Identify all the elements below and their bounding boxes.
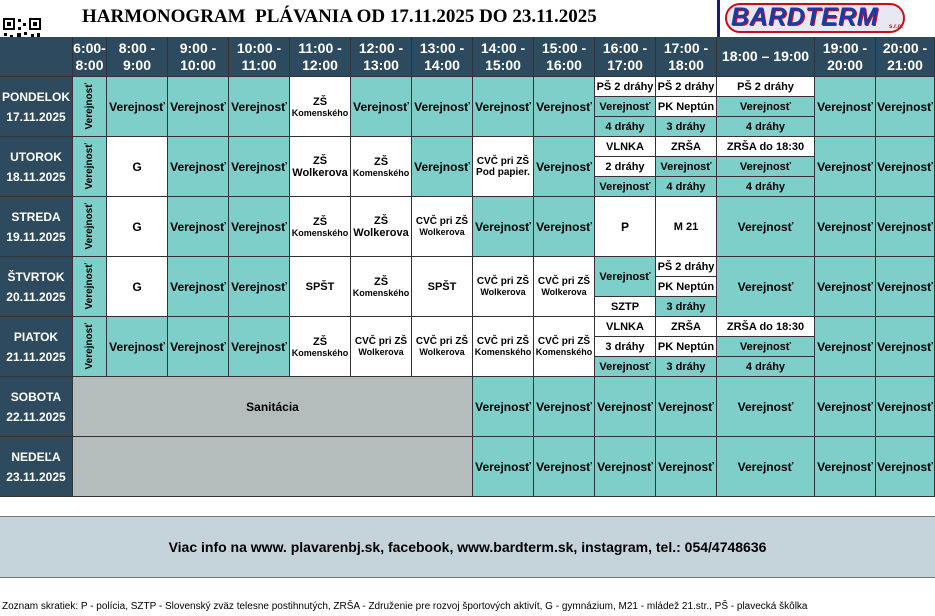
day-label: ŠTVRTOK 20.11.2025 (0, 257, 73, 317)
slot-cell: G (107, 197, 168, 257)
slot-cell: Verejnosť (534, 77, 595, 137)
slot-cell: Verejnosť (876, 317, 935, 377)
time-header: 15:00 - 16:00 (534, 37, 595, 77)
slot-cell: CVČ pri ZŠ Wolkerova (412, 197, 473, 257)
slot-cell: Verejnosť (717, 197, 815, 257)
slot-cell: Verejnosť (815, 137, 876, 197)
slot-cell: Verejnosť (473, 377, 534, 437)
slot-cell: Verejnosť (717, 377, 815, 437)
day-label: NEDEĽA 23.11.2025 (0, 437, 73, 497)
slot-cell: Verejnosť (168, 77, 229, 137)
closed-block (73, 437, 473, 497)
slot-cell: ZŠ Komenského (351, 257, 412, 317)
time-header: 10:00 - 11:00 (229, 37, 290, 77)
time-header: 9:00 - 10:00 (168, 37, 229, 77)
time-header: 16:00 - 17:00 (595, 37, 656, 77)
slot-cell: Verejnosť (595, 97, 656, 117)
slot-cell: ZRŠA do 18:30 (717, 317, 815, 337)
slot-cell: Verejnosť (107, 317, 168, 377)
slot-cell: Verejnosť (815, 317, 876, 377)
slot-cell: ZŠ Komenského (290, 317, 351, 377)
slot-cell: Verejnosť (656, 377, 717, 437)
slot-cell: Verejnosť (595, 177, 656, 197)
day-label: PIATOK 21.11.2025 (0, 317, 73, 377)
slot-cell: 3 dráhy (595, 337, 656, 357)
day-label: STREDA 19.11.2025 (0, 197, 73, 257)
slot-cell: Verejnosť (656, 437, 717, 497)
slot-cell: ZŠ Wolkerova (290, 137, 351, 197)
slot-cell: PK Neptún (656, 97, 717, 117)
slot-cell: Verejnosť (534, 377, 595, 437)
slot-cell: Verejnosť (73, 257, 107, 317)
slot-cell: 3 dráhy (656, 297, 717, 317)
slot-cell: Verejnosť (595, 257, 656, 297)
slot-cell: P (595, 197, 656, 257)
time-header: 14:00 - 15:00 (473, 37, 534, 77)
slot-cell: PŠ 2 dráhy (717, 77, 815, 97)
slot-cell: Verejnosť (815, 257, 876, 317)
slot-cell: Verejnosť (534, 197, 595, 257)
time-header: 11:00 - 12:00 (290, 37, 351, 77)
slot-cell: CVČ pri ZŠ Wolkerova (473, 257, 534, 317)
slot-cell: Verejnosť (656, 157, 717, 177)
slot-cell: CVČ pri ZŠ Wolkerova (412, 317, 473, 377)
slot-cell: Verejnosť (815, 197, 876, 257)
slot-cell: Verejnosť (107, 77, 168, 137)
page-title: HARMONOGRAM PLÁVANIA OD 17.11.2025 DO 23.11.2025 (82, 6, 597, 27)
slot-cell: Verejnosť (876, 377, 935, 437)
day-label: PONDELOK 17.11.2025 (0, 77, 73, 137)
slot-cell: M 21 (656, 197, 717, 257)
slot-cell: VLNKA (595, 317, 656, 337)
slot-cell: 4 dráhy (717, 177, 815, 197)
slot-cell: Verejnosť (876, 437, 935, 497)
slot-cell: PŠ 2 dráhy (656, 77, 717, 97)
slot-cell: PK Neptún (656, 337, 717, 357)
slot-cell: Verejnosť (815, 77, 876, 137)
slot-cell: Verejnosť (229, 317, 290, 377)
slot-cell: CVČ pri ZŠ Wolkerova (351, 317, 412, 377)
slot-cell: ZRŠA (656, 317, 717, 337)
slot-cell: ZŠ Komenského (290, 77, 351, 137)
slot-cell: PŠ 2 dráhy (595, 77, 656, 97)
slot-cell: Verejnosť (412, 137, 473, 197)
slot-cell: Verejnosť (229, 197, 290, 257)
slot-cell: Verejnosť (73, 317, 107, 377)
sanitation-block: Sanitácia (73, 377, 473, 437)
slot-cell: VLNKA (595, 137, 656, 157)
time-header: 8:00 - 9:00 (107, 37, 168, 77)
slot-cell: 2 dráhy (595, 157, 656, 177)
slot-cell: Verejnosť (168, 137, 229, 197)
slot-cell: Verejnosť (229, 77, 290, 137)
slot-cell: G (107, 137, 168, 197)
slot-cell: Verejnosť (351, 77, 412, 137)
slot-cell: ZRŠA do 18:30 (717, 137, 815, 157)
slot-cell: Verejnosť (229, 137, 290, 197)
slot-cell: SPŠT (412, 257, 473, 317)
time-header: 17:00 - 18:00 (656, 37, 717, 77)
slot-cell: Verejnosť (717, 97, 815, 117)
slot-cell: 4 dráhy (717, 357, 815, 377)
slot-cell: CVČ pri ZŠ Komenského (534, 317, 595, 377)
slot-cell: Verejnosť (168, 317, 229, 377)
slot-cell: Verejnosť (717, 437, 815, 497)
slot-cell: 4 dráhy (717, 117, 815, 137)
slot-cell: 4 dráhy (656, 177, 717, 197)
slot-cell: ZŠ Wolkerova (351, 197, 412, 257)
slot-cell: Verejnosť (876, 137, 935, 197)
slot-cell: SZTP (595, 297, 656, 317)
slot-cell: ZŠ Komenského (351, 137, 412, 197)
slot-cell: CVČ pri ZŠ Komenského (473, 317, 534, 377)
time-header: 18:00 – 19:00 (717, 37, 815, 77)
day-label: UTOROK 18.11.2025 (0, 137, 73, 197)
slot-cell: Verejnosť (168, 257, 229, 317)
slot-cell: G (107, 257, 168, 317)
slot-cell: Verejnosť (717, 157, 815, 177)
abbreviation-legend: Zoznam skratiek: P - polícia, SZTP - Slovenský zväz telesne postihnutých, ZRŠA - Združenie pre rozvoj športových aktivít, G - gymnázium, M21 - mládež 21.str., PŠ - plavecká škôlka (2, 601, 808, 612)
slot-cell: Verejnosť (876, 257, 935, 317)
slot-cell: Verejnosť (595, 437, 656, 497)
slot-cell: Verejnosť (473, 197, 534, 257)
slot-cell: Verejnosť (815, 437, 876, 497)
slot-cell: ZRŠA (656, 137, 717, 157)
bardterm-logo: BARDTERM s.r.o. (717, 0, 935, 38)
slot-cell: Verejnosť (534, 437, 595, 497)
day-label: SOBOTA 22.11.2025 (0, 377, 73, 437)
slot-cell: 3 dráhy (656, 357, 717, 377)
slot-cell: Verejnosť (815, 377, 876, 437)
time-header: 20:00 - 21:00 (876, 37, 935, 77)
contact-info: Viac info na www. plavarenbj.sk, facebook, www.bardterm.sk, instagram, tel.: 054/4748636 (0, 516, 935, 578)
slot-cell: PŠ 2 dráhy (656, 257, 717, 277)
slot-cell: Verejnosť (534, 137, 595, 197)
slot-cell: Verejnosť (412, 77, 473, 137)
slot-cell: Verejnosť (229, 257, 290, 317)
time-header: 19:00 - 20:00 (815, 37, 876, 77)
slot-cell: Verejnosť (473, 437, 534, 497)
slot-cell: ZŠ Komenského (290, 197, 351, 257)
slot-cell: 4 dráhy (595, 117, 656, 137)
slot-cell: Verejnosť (73, 197, 107, 257)
slot-cell: Verejnosť (168, 197, 229, 257)
slot-cell: 3 dráhy (656, 117, 717, 137)
slot-cell: PK Neptún (656, 277, 717, 297)
header-corner (0, 37, 73, 77)
time-header: 6:00- 8:00 (73, 37, 107, 77)
slot-cell: Verejnosť (73, 137, 107, 197)
slot-cell: SPŠT (290, 257, 351, 317)
slot-cell: CVČ pri ZŠ Wolkerova (534, 257, 595, 317)
time-header: 13:00 - 14:00 (412, 37, 473, 77)
slot-cell: CVČ pri ZŠ Pod papier. (473, 137, 534, 197)
slot-cell: Verejnosť (473, 77, 534, 137)
slot-cell: Verejnosť (73, 77, 107, 137)
slot-cell: Verejnosť (876, 77, 935, 137)
slot-cell: Verejnosť (717, 257, 815, 317)
slot-cell: Verejnosť (595, 377, 656, 437)
slot-cell: Verejnosť (876, 197, 935, 257)
slot-cell: Verejnosť (717, 337, 815, 357)
time-header: 12:00 - 13:00 (351, 37, 412, 77)
slot-cell: Verejnosť (595, 357, 656, 377)
